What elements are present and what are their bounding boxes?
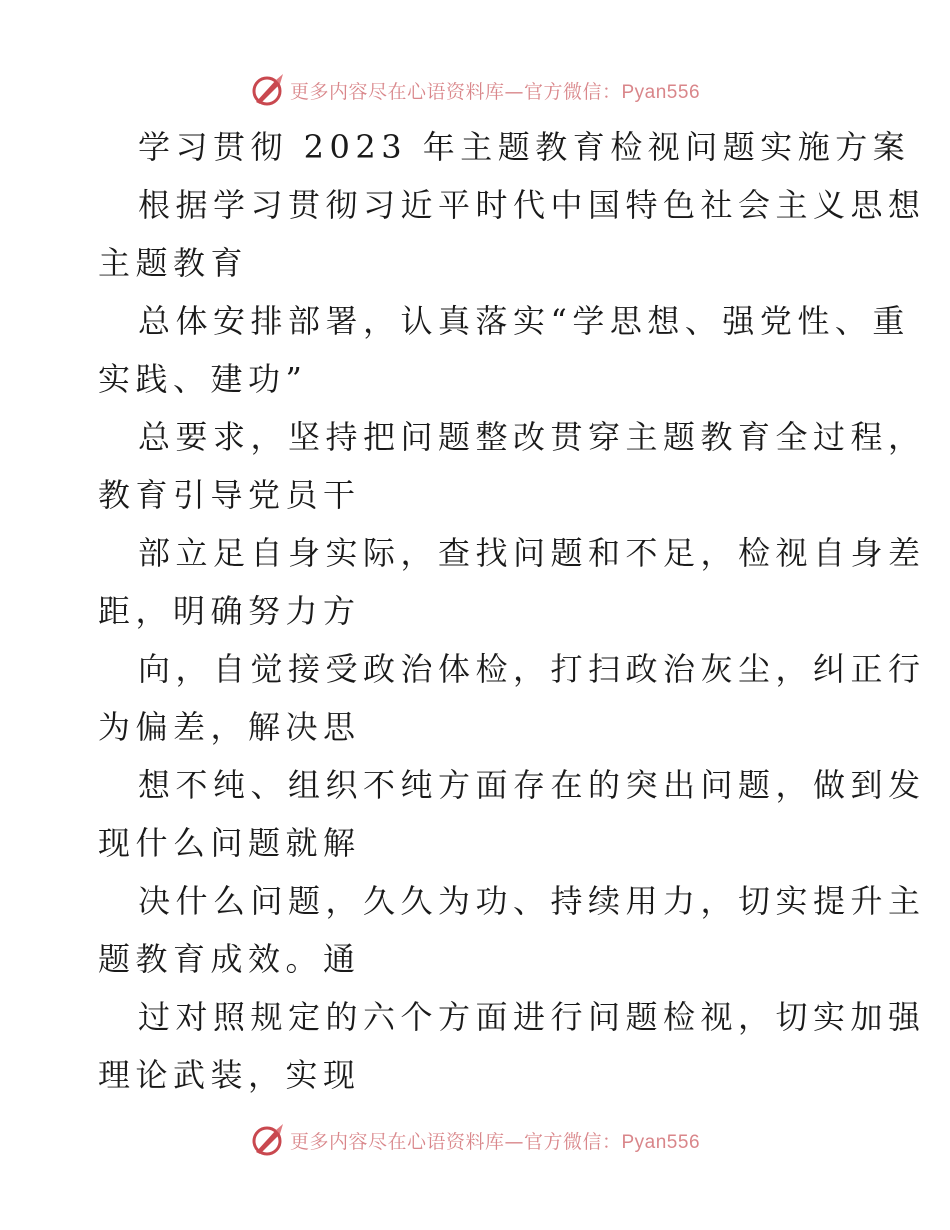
- text-line: 主题教育: [98, 244, 249, 282]
- text-line: 部立足自身实际，查找问题和不足，检视自身差: [138, 534, 926, 572]
- text-line: 现什么问题就解: [98, 824, 361, 862]
- text-line: 向，自觉接受政治体检，打扫政治灰尘，纠正行: [138, 650, 926, 688]
- quill-pen-logo-icon: [250, 72, 286, 108]
- banner-separator: —: [504, 1130, 524, 1153]
- text-line: 决什么问题，久久为功、持续用力，切实提升主: [138, 882, 926, 920]
- text-line: 距，明确努力方: [98, 592, 361, 630]
- header-banner: [0, 70, 950, 110]
- banner-wechat-label: 官方微信：: [523, 1130, 622, 1153]
- footer-banner: [0, 1120, 950, 1160]
- quill-pen-logo-icon: [250, 1122, 286, 1158]
- text-line: 想不纯、组织不纯方面存在的突出问题，做到发: [138, 766, 926, 804]
- document-body: [98, 118, 926, 1104]
- text-line: 实践、建功”: [98, 360, 308, 398]
- banner-content: [250, 1122, 700, 1158]
- banner-text: [290, 77, 700, 104]
- text-line: 学习贯彻 2023 年主题教育检视问题实施方案: [138, 128, 911, 166]
- banner-title: 更多内容尽在心语资料库: [289, 80, 505, 103]
- text-line: 总体安排部署，认真落实“学思想、强党性、重: [138, 302, 910, 340]
- text-line: 根据学习贯彻习近平时代中国特色社会主义思想: [138, 186, 926, 224]
- banner-text: [290, 1127, 700, 1154]
- text-line: 过对照规定的六个方面进行问题检视，切实加强: [138, 998, 926, 1036]
- text-line: 为偏差，解决思: [98, 708, 361, 746]
- text-line: 题教育成效。通: [98, 940, 361, 978]
- text-line: 理论武装，实现: [98, 1056, 361, 1094]
- banner-title: 更多内容尽在心语资料库: [289, 1130, 505, 1153]
- banner-content: [250, 72, 700, 108]
- text-line: 总要求，坚持把问题整改贯穿主题教育全过程，: [138, 418, 926, 456]
- banner-wechat-label: 官方微信：: [523, 80, 622, 103]
- banner-separator: —: [504, 80, 524, 103]
- banner-wechat-id: Pyan556: [621, 81, 701, 103]
- banner-wechat-id: Pyan556: [621, 1131, 701, 1153]
- text-line: 教育引导党员干: [98, 476, 361, 514]
